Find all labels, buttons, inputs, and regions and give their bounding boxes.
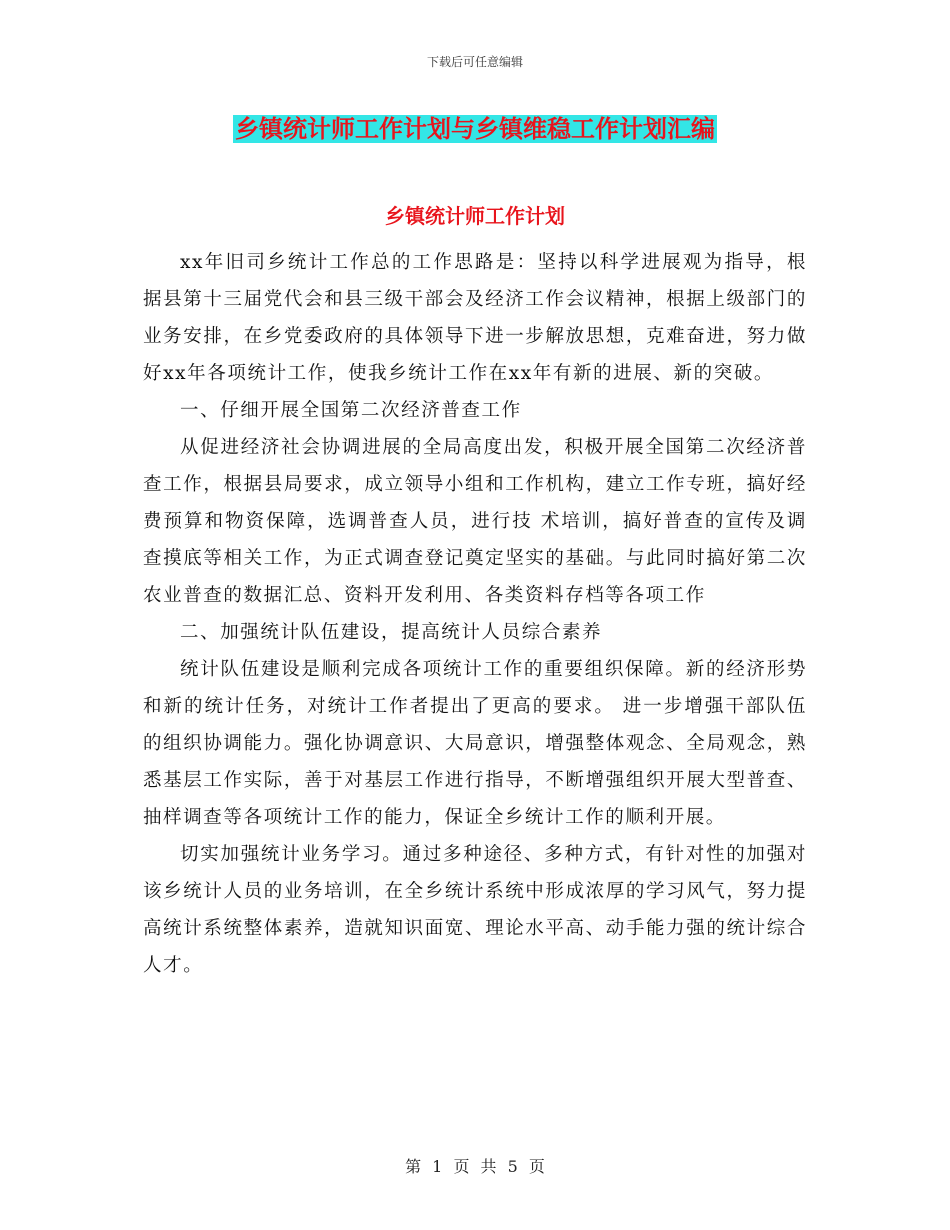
paragraph-census: 从促进经济社会协调进展的全局高度出发，积极开展全国第二次经济普查工作，根据县局要求，成立领导小组和工作机构，建立工作专班，搞好经费预算和物资保障，选调普查人员，进行技 术培训，搞好普查的宣传及调查摸底等相关工作，为正式调查登记奠定坚实的基础。与此同时搞好第二次农业普查的数据汇总、资料开发利用、各类资料存档等各项工作 <box>143 437 807 606</box>
heading-two: 二、加强统计队伍建设，提高统计人员综合素养 <box>180 622 603 643</box>
heading-one: 一、仔细开展全国第二次经济普查工作 <box>180 400 522 421</box>
header-note: 下载后可任意编辑 <box>426 55 523 69</box>
document-title <box>0 110 950 148</box>
page-footer: 第 1 页 共 5 页 <box>405 1157 545 1176</box>
section-title: 乡镇统计师工作计划 <box>385 204 565 228</box>
paragraph-team: 统计队伍建设是顺利完成各项统计工作的重要组织保障。新的经济形势和新的统计任务，对统计工作者提出了更高的要求。 进一步增强干部队伍的组织协调能力。强化协调意识、大局意识，增强整体观念、全局观念，熟悉基层工作实际，善于对基层工作进行指导，不断增强组织开展大型普查、抽样调查等各项统计工作的能力，保证全乡统计工作的顺利开展。 <box>143 659 807 828</box>
document-title-text: 乡镇统计师工作计划与乡镇维稳工作计划汇编 <box>235 115 715 143</box>
paragraph-training: 切实加强统计业务学习。通过多种途径、多种方式，有针对性的加强对该乡统计人员的业务培训，在全乡统计系统中形成浓厚的学习风气，努力提高统计系统整体素养，造就知识面宽、理论水平高、动手能力强的统计综合人才。 <box>143 844 807 976</box>
document-body <box>143 244 807 984</box>
paragraph-intro: xx年旧司乡统计工作总的工作思路是：坚持以科学进展观为指导，根据县第十三届党代会和县三级干部会及经济工作会议精神，根据上级部门的业务安排，在乡党委政府的具体领导下进一步解放思想，克难奋进，努力做好xx年各项统计工作，使我乡统计工作在xx年有新的进展、新的突破。 <box>143 252 807 384</box>
